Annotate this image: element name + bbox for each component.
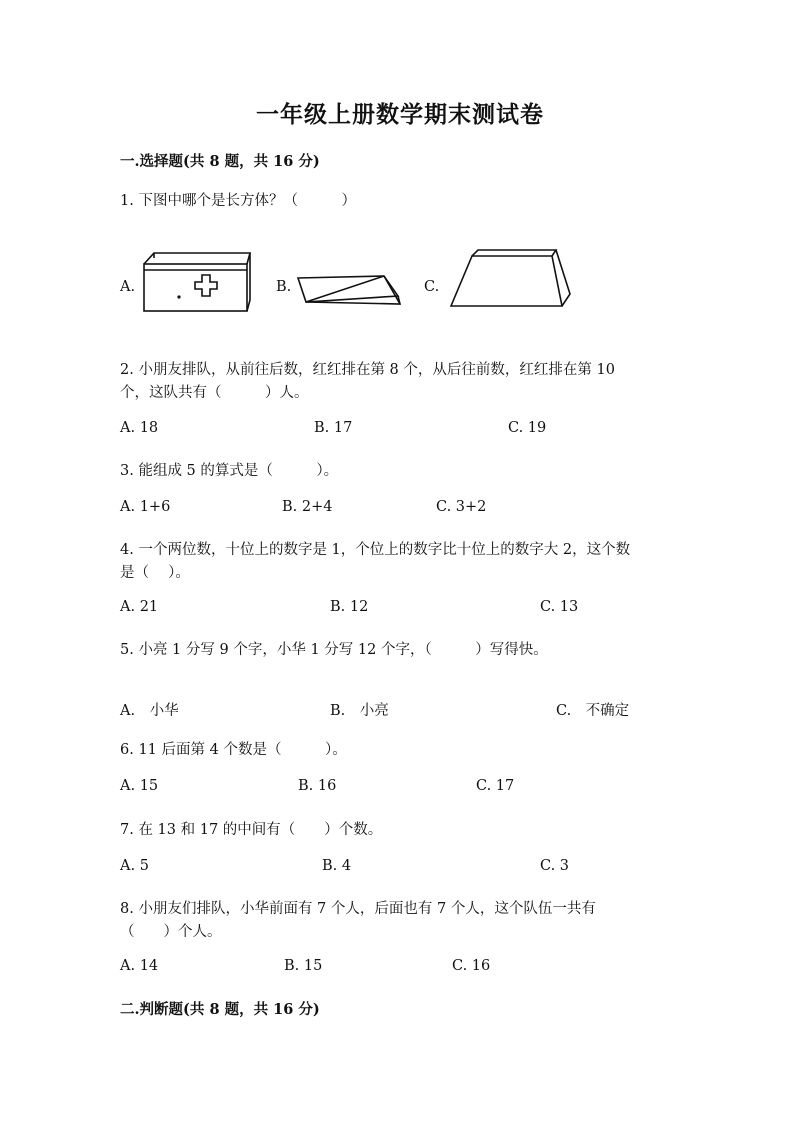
question-3-text: 3. 能组成 5 的算式是（ ）。 bbox=[120, 463, 339, 479]
question-5-text: 5. 小亮 1 分写 9 个字，小华 1 分写 12 个字，（ ）写得快。 bbox=[120, 642, 548, 658]
q6-option-c: C. 17 bbox=[476, 778, 515, 794]
q8-option-c: C. 16 bbox=[452, 958, 491, 974]
q4-option-b: B. 12 bbox=[330, 599, 369, 615]
first-aid-box-figure bbox=[138, 248, 254, 314]
q3-option-b: B. 2+4 bbox=[282, 499, 333, 515]
q4-option-c: C. 13 bbox=[540, 599, 579, 615]
question-8-text-line2: （ ）个人。 bbox=[120, 924, 222, 940]
q5-option-b: B. 小亮 bbox=[330, 703, 389, 719]
question-4-text-line2: 是（ ）。 bbox=[120, 565, 190, 581]
q4-option-a: A. 21 bbox=[120, 599, 159, 615]
q5-option-a: A. 小华 bbox=[120, 703, 179, 719]
question-2-text-line2: 个，这队共有（ ）人。 bbox=[120, 385, 309, 401]
q1-option-c-label: C. bbox=[424, 279, 440, 295]
page-title: 一年级上册数学期末测试卷 bbox=[256, 101, 544, 128]
question-7-text: 7. 在 13 和 17 的中间有（ ）个数。 bbox=[120, 822, 383, 838]
q2-option-a: A. 18 bbox=[120, 420, 159, 436]
question-2-text-line1: 2. 小朋友排队，从前往后数，红红排在第 8 个，从后往前数，红红排在第 10 bbox=[120, 362, 615, 378]
q2-option-c: C. 19 bbox=[508, 420, 547, 436]
q8-option-b: B. 15 bbox=[284, 958, 323, 974]
q6-option-b: B. 16 bbox=[298, 778, 337, 794]
q3-option-c: C. 3+2 bbox=[436, 499, 487, 515]
question-1-text: 1. 下图中哪个是长方体？（ ） bbox=[120, 193, 356, 209]
q7-option-c: C. 3 bbox=[540, 858, 570, 874]
q1-option-a-label: A. bbox=[120, 279, 136, 295]
q7-option-a: A. 5 bbox=[120, 858, 149, 874]
q2-option-b: B. 17 bbox=[314, 420, 353, 436]
q1-option-b-label: B. bbox=[276, 279, 292, 295]
q3-option-a: A. 1+6 bbox=[120, 499, 171, 515]
trapezoid-prism-figure bbox=[446, 246, 578, 312]
section-heading-choice: 一.选择题(共 8 题，共 16 分) bbox=[120, 153, 320, 170]
q5-option-c: C. 不确定 bbox=[556, 703, 630, 719]
question-6-text: 6. 11 后面第 4 个数是（ ）。 bbox=[120, 742, 347, 758]
q7-option-b: B. 4 bbox=[322, 858, 352, 874]
question-4-text-line1: 4. 一个两位数，十位上的数字是 1，个位上的数字比十位上的数字大 2，这个数 bbox=[120, 542, 631, 558]
question-8-text-line1: 8. 小朋友们排队，小华前面有 7 个人，后面也有 7 个人，这个队伍一共有 bbox=[120, 901, 596, 917]
thin-wedge-figure bbox=[294, 270, 406, 314]
q8-option-a: A. 14 bbox=[120, 958, 159, 974]
q6-option-a: A. 15 bbox=[120, 778, 159, 794]
section-heading-judgment: 二.判断题(共 8 题，共 16 分) bbox=[120, 1001, 320, 1018]
